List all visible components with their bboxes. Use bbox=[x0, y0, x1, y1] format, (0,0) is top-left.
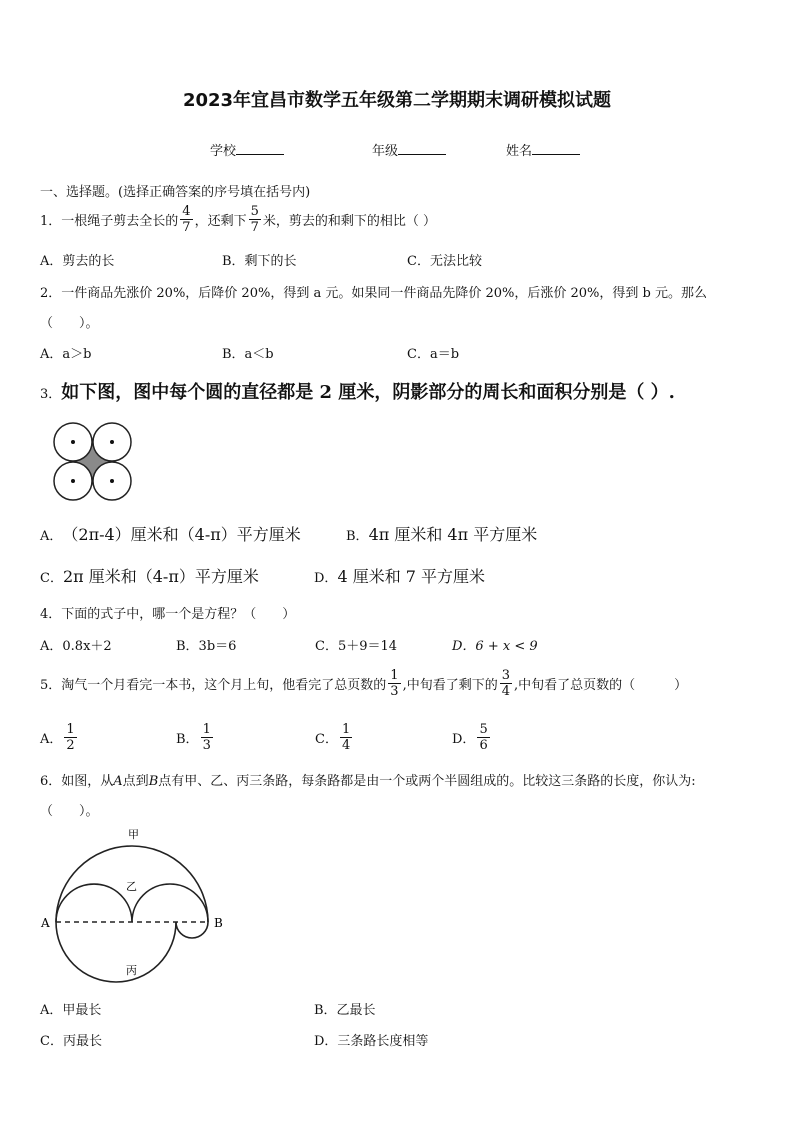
three-paths-figure bbox=[36, 824, 236, 984]
q3-option-b-label: B． bbox=[346, 529, 369, 544]
q3-option-d-label: D． bbox=[314, 571, 338, 586]
q5-frac2-num: 3 bbox=[501, 668, 510, 683]
q5-option-c[interactable] bbox=[315, 722, 354, 753]
q1-frac1-num: 4 bbox=[182, 204, 191, 219]
q1-option-a[interactable]: A．剪去的长 bbox=[40, 254, 115, 269]
four-circles-figure bbox=[50, 420, 136, 504]
q1-prefix: 1．一根绳子剪去全长的 bbox=[40, 214, 179, 229]
q5-option-d-num: 5 bbox=[479, 722, 488, 737]
q5-option-c-num: 1 bbox=[341, 722, 351, 737]
path-bing-large bbox=[56, 922, 176, 982]
q4-text: 4．下面的式子中，哪一个是方程？（ ） bbox=[40, 607, 296, 622]
q3-text: 如下图，图中每个圆的直径都是 2 厘米，阴影部分的周长和面积分别是（ ）. bbox=[61, 382, 675, 403]
q5-frac1-num: 1 bbox=[390, 668, 399, 683]
page-title: 2023年宜昌市数学五年级第二学期期末调研模拟试题 bbox=[182, 90, 612, 111]
q5-frac2-den: 4 bbox=[501, 684, 510, 699]
q5-option-c-label: C． bbox=[315, 732, 338, 747]
q6-mid: 点到 bbox=[122, 774, 149, 789]
q3-option-d[interactable] bbox=[314, 564, 485, 587]
q5-option-b-num: 1 bbox=[202, 722, 211, 737]
q5-option-d-den: 6 bbox=[479, 738, 488, 753]
q6-option-d[interactable]: D．三条路长度相等 bbox=[314, 1034, 429, 1049]
center-dot bbox=[71, 440, 75, 444]
q3-option-a-text: （2π-4）厘米和（4-π）平方厘米 bbox=[62, 525, 301, 544]
label-a: A bbox=[41, 916, 50, 930]
q3-option-b-text: 4π 厘米和 4π 平方厘米 bbox=[368, 525, 538, 544]
q3-option-a[interactable] bbox=[40, 522, 301, 545]
q5-option-a-label: A． bbox=[40, 732, 63, 747]
q6-point-a: A bbox=[113, 774, 123, 789]
q5-option-c-fraction bbox=[340, 722, 352, 753]
grade-field[interactable] bbox=[372, 140, 446, 159]
question-5 bbox=[40, 668, 687, 699]
q5-option-a-den: 2 bbox=[66, 738, 75, 753]
q5-suffix: ,中旬看了总页数的（ ） bbox=[513, 678, 688, 693]
q4-option-d[interactable]: D．6 + x < 9 bbox=[452, 639, 538, 654]
q1-fraction-2 bbox=[249, 204, 261, 235]
label-b: B bbox=[214, 916, 223, 930]
q3-option-d-text: 4 厘米和 7 平方厘米 bbox=[337, 567, 486, 586]
q6-option-b[interactable]: B．乙最长 bbox=[314, 1003, 376, 1018]
q1-fraction-1 bbox=[180, 204, 192, 235]
q6-line-2: （ ）。 bbox=[40, 804, 99, 819]
q3-option-c-label: C． bbox=[40, 571, 63, 586]
q5-option-b[interactable] bbox=[176, 722, 215, 753]
label-bing: 丙 bbox=[126, 964, 137, 977]
school-field[interactable] bbox=[210, 140, 284, 159]
q1-option-c[interactable]: C．无法比较 bbox=[407, 254, 482, 269]
q5-fraction-1 bbox=[388, 668, 400, 699]
q3-option-c-text: 2π 厘米和（4-π）平方厘米 bbox=[62, 567, 259, 586]
q6-line-1 bbox=[40, 770, 696, 789]
q2-option-c[interactable]: C．a＝b bbox=[407, 347, 460, 362]
q5-option-b-fraction bbox=[201, 722, 213, 753]
q4-option-a[interactable]: A．0.8x＋2 bbox=[40, 639, 112, 654]
grade-label: 年级 bbox=[372, 144, 399, 159]
center-dot bbox=[71, 479, 75, 483]
q5-prefix: 5．淘气一个月看完一本书，这个月上旬，他看完了总页数的 bbox=[40, 678, 387, 693]
q1-suffix: 米，剪去的和剩下的相比（ ） bbox=[262, 214, 436, 229]
q6-option-a[interactable]: A．甲最长 bbox=[40, 1003, 102, 1018]
q6-suffix: 点有甲、乙、丙三条路，每条路都是由一个或两个半圆组成的。比较这三条路的长度，你认为: bbox=[158, 774, 696, 789]
school-label: 学校 bbox=[210, 144, 237, 159]
q5-option-d-label: D． bbox=[452, 732, 476, 747]
q3-option-b[interactable] bbox=[346, 522, 537, 545]
q4-option-b[interactable]: B．3b＝6 bbox=[176, 639, 237, 654]
q5-mid: ,中旬看了剩下的 bbox=[402, 678, 498, 693]
q3-number: 3． bbox=[40, 387, 62, 402]
name-field[interactable] bbox=[506, 140, 580, 159]
path-bing-small bbox=[176, 922, 208, 938]
q2-option-b[interactable]: B．a＜b bbox=[222, 347, 274, 362]
q5-fraction-2 bbox=[500, 668, 512, 699]
q5-frac1-den: 3 bbox=[390, 684, 399, 699]
q5-option-c-den: 4 bbox=[341, 738, 351, 753]
q5-option-a-num: 1 bbox=[66, 722, 75, 737]
question-3 bbox=[40, 378, 675, 404]
q6-prefix: 6．如图，从 bbox=[40, 774, 114, 789]
name-label: 姓名 bbox=[506, 144, 533, 159]
section-heading: 一、选择题。(选择正确答案的序号填在括号内) bbox=[40, 185, 311, 200]
center-dot bbox=[110, 479, 114, 483]
q1-frac2-num: 5 bbox=[250, 204, 259, 219]
center-dot bbox=[110, 440, 114, 444]
q5-option-b-label: B． bbox=[176, 732, 199, 747]
q1-mid: ，还剩下 bbox=[194, 214, 247, 229]
school-blank[interactable] bbox=[236, 142, 284, 155]
q5-option-a[interactable] bbox=[40, 722, 79, 753]
question-1 bbox=[40, 204, 436, 235]
q6-point-b: B bbox=[148, 774, 159, 789]
q5-option-b-den: 3 bbox=[202, 738, 211, 753]
q6-option-c[interactable]: C．丙最长 bbox=[40, 1034, 102, 1049]
grade-blank[interactable] bbox=[398, 142, 446, 155]
q5-option-a-fraction bbox=[64, 722, 76, 753]
label-jia: 甲 bbox=[128, 828, 139, 841]
q2-line-2: （ ）。 bbox=[40, 316, 99, 331]
q1-option-b[interactable]: B．剩下的长 bbox=[222, 254, 297, 269]
q1-frac1-den: 7 bbox=[182, 220, 191, 235]
q3-option-a-label: A． bbox=[40, 529, 63, 544]
q5-option-d[interactable] bbox=[452, 722, 492, 753]
q3-option-c[interactable] bbox=[40, 564, 259, 587]
label-yi: 乙 bbox=[126, 880, 137, 893]
q4-option-c[interactable]: C．5＋9＝14 bbox=[315, 639, 398, 654]
q1-frac2-den: 7 bbox=[250, 220, 259, 235]
q2-option-a[interactable]: A．a＞b bbox=[40, 347, 92, 362]
q5-option-d-fraction bbox=[477, 722, 489, 753]
name-blank[interactable] bbox=[532, 142, 580, 155]
q2-line-1: 2．一件商品先涨价 20%，后降价 20%，得到 a 元。如果同一件商品先降价 20%，后涨价 20%，得到 b 元。那么 bbox=[40, 286, 707, 301]
